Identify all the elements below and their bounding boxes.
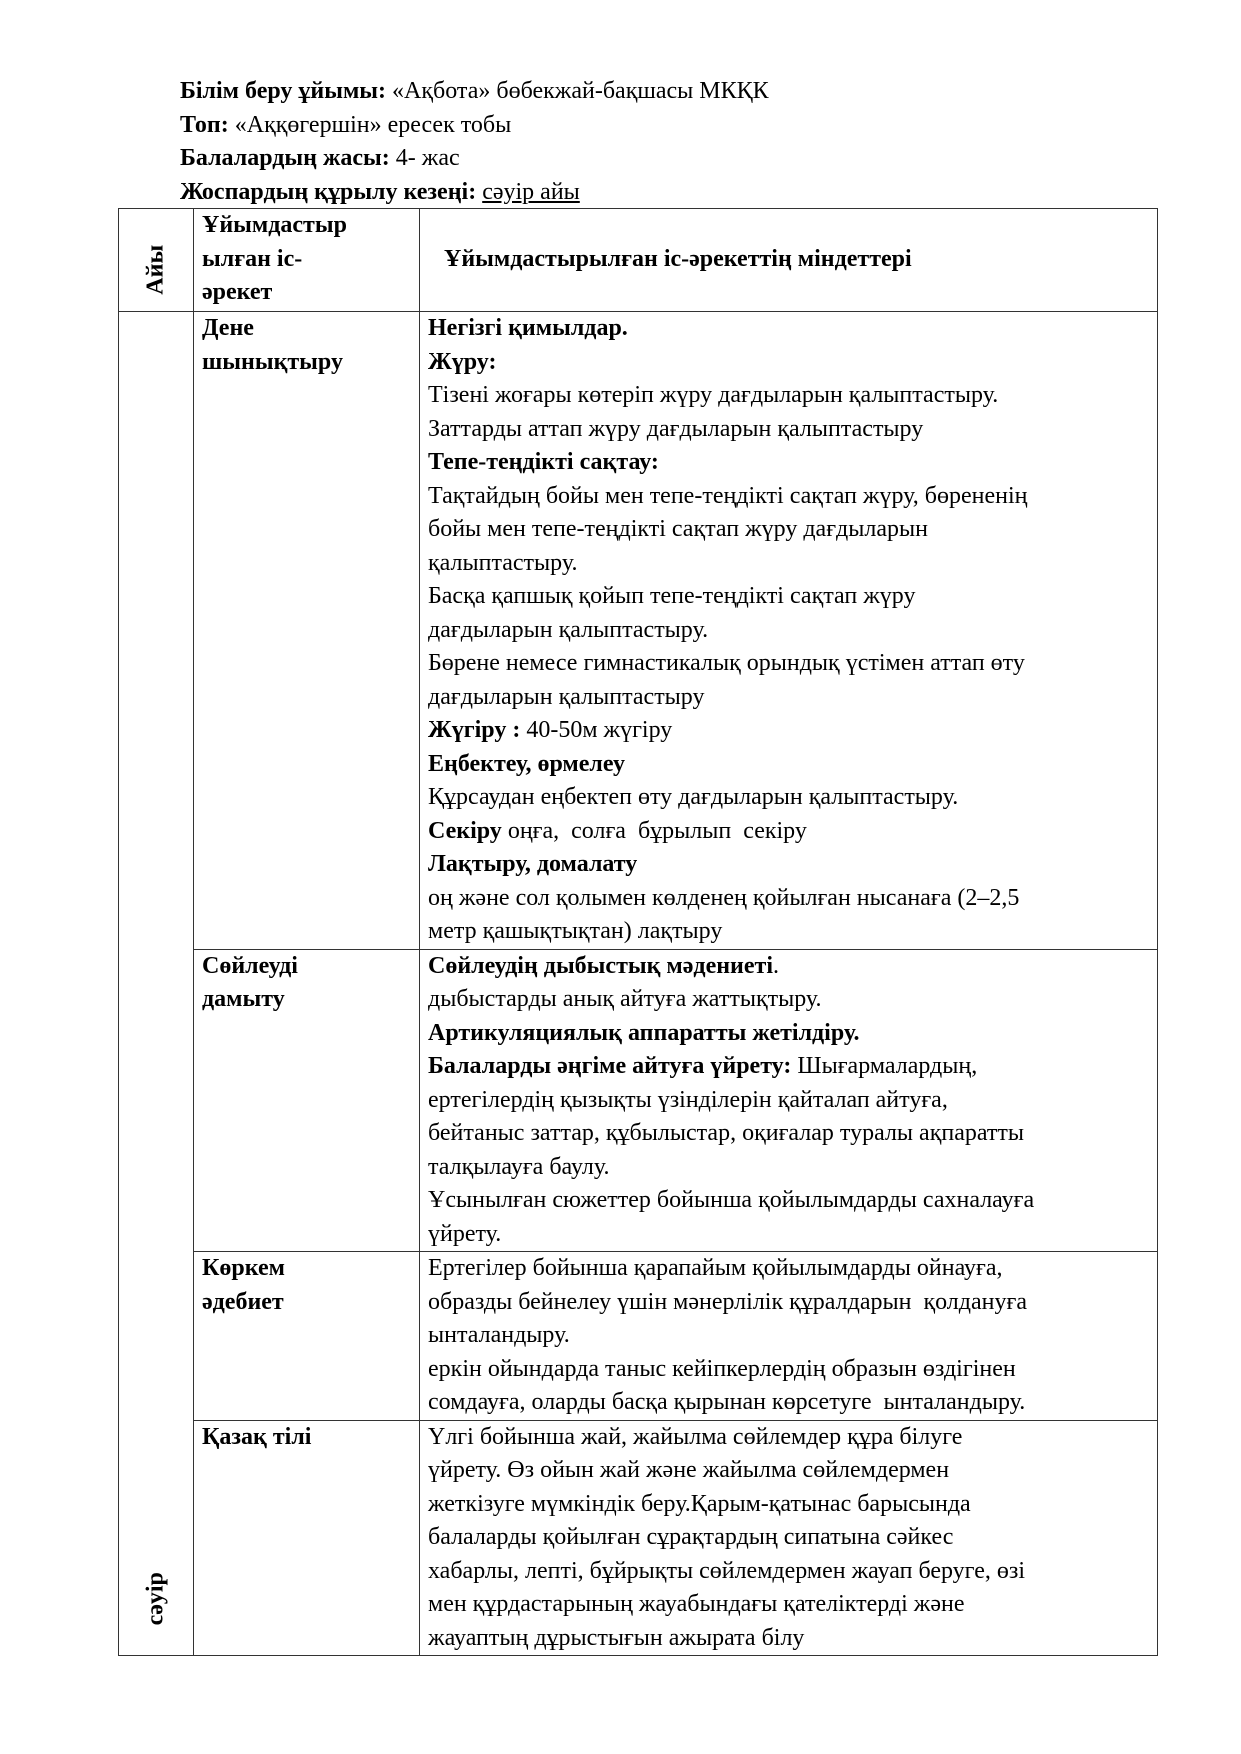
table-row	[119, 312, 1158, 950]
task-heading: Сөйлеудің дыбыстық мәдениеті	[428, 952, 773, 979]
activity-name-line: Дене	[202, 315, 254, 341]
group-line	[180, 109, 769, 143]
task-line	[428, 647, 1149, 681]
task-line	[428, 781, 1149, 815]
table-row	[119, 1420, 1158, 1656]
activity-name-line: шынықтыру	[202, 348, 343, 375]
task-line	[428, 312, 1149, 346]
task-text: Ертегілер бойынша қарапайым қойылымдарды ойнауға,	[428, 1255, 1003, 1281]
task-heading: Лақтыру, домалату	[428, 851, 638, 877]
task-line	[428, 1286, 1149, 1320]
activity-cell	[194, 1252, 420, 1421]
task-text: үйрету. Өз ойын жай және жайылма сөйлемдермен	[428, 1457, 950, 1483]
activity-name-line: Сөйлеуді	[202, 952, 298, 979]
org-label: Білім беру ұйымы:	[180, 78, 387, 104]
task-line	[428, 1386, 1149, 1420]
task-line	[428, 1084, 1149, 1118]
task-line	[428, 714, 1149, 748]
task-line	[428, 1050, 1149, 1084]
task-heading: Секіру	[428, 817, 502, 844]
tasks-column-header: Ұйымдастырылған іс-әрекеттің міндеттері	[420, 209, 1158, 312]
activity-name-line: Көркем	[202, 1255, 285, 1281]
task-heading: Артикуляциялық аппаратты жетілдіру.	[428, 1019, 860, 1046]
task-line	[428, 815, 1149, 849]
task-text: ынталандыру.	[428, 1322, 570, 1348]
task-line	[428, 413, 1149, 447]
task-heading: Еңбектеу, өрмелеу	[428, 750, 625, 777]
task-line	[428, 1555, 1149, 1589]
task-text: қалыптастыру.	[428, 549, 578, 576]
task-line	[428, 848, 1149, 882]
task-text: жауаптың дұрыстығын ажырата білу	[428, 1624, 805, 1651]
task-heading: Негізгі қимылдар.	[428, 315, 628, 341]
task-line	[428, 346, 1149, 380]
period-value: сәуір айы	[482, 178, 580, 205]
task-text: мен құрдастарының жауабындағы қателіктерді және	[428, 1591, 965, 1617]
table-header-row	[119, 209, 1158, 312]
activity-cell	[194, 949, 420, 1252]
task-line	[428, 1454, 1149, 1488]
activity-cell	[194, 1420, 420, 1656]
period-line	[180, 176, 769, 210]
task-line	[428, 1252, 1149, 1286]
month-header-cell	[119, 209, 194, 312]
task-line	[428, 1588, 1149, 1622]
task-text: еркін ойындарда таныс кейіпкерлердің образын өздігінен	[428, 1355, 1016, 1382]
task-text: бейтаныс заттар, құбылыстар, оқиғалар туралы ақпаратты	[428, 1120, 1024, 1146]
tasks-cell	[420, 312, 1158, 950]
task-line	[428, 446, 1149, 480]
age-label: Балалардың жасы:	[180, 145, 390, 171]
activity-name-line: дамыту	[202, 986, 285, 1012]
activity-column-header	[194, 209, 420, 312]
task-line	[428, 748, 1149, 782]
task-text: Басқа қапшық қойып тепе-теңдікті сақтап жүру	[428, 583, 916, 609]
task-line	[428, 882, 1149, 916]
task-heading: Жүру:	[428, 348, 497, 375]
period-label: Жоспардың құрылу кезеңі:	[180, 178, 477, 205]
task-line	[428, 1184, 1149, 1218]
age-line	[180, 142, 769, 176]
task-text: Құрсаудан еңбектеп өту дағдыларын қалыптастыру.	[428, 784, 959, 810]
task-line	[428, 1521, 1149, 1555]
task-text: талқылауға баулу.	[428, 1153, 610, 1180]
task-line	[428, 1421, 1149, 1455]
task-text: Шығармалардың,	[791, 1053, 978, 1079]
task-line	[428, 614, 1149, 648]
tasks-cell	[420, 949, 1158, 1252]
org-line	[180, 75, 769, 109]
task-heading: Жүгіру :	[428, 717, 521, 743]
task-line	[428, 1218, 1149, 1252]
task-text: дыбыстарды анық айтуға жаттықтыру.	[428, 986, 822, 1012]
task-line	[428, 580, 1149, 614]
task-line	[428, 1319, 1149, 1353]
task-text: 40-50м жүгіру	[520, 717, 673, 743]
task-line	[428, 513, 1149, 547]
task-text: жеткізуге мүмкіндік беру.Қарым-қатынас барысында	[428, 1490, 971, 1517]
task-text: Тізені жоғары көтеріп жүру дағдыларын қалыптастыру.	[428, 382, 999, 408]
activity-header-line: ылған іс-	[202, 245, 303, 272]
task-text: хабарлы, лепті, бұйрықты сөйлемдермен жауап беруге, өзі	[428, 1557, 1025, 1584]
task-line	[428, 1488, 1149, 1522]
task-text: оңға, солға бұрылып секіру	[501, 817, 807, 844]
task-text: образды бейнелеу үшін мәнерлілік құралдарын қолдануға	[428, 1288, 1027, 1315]
month-column-header: Айы	[142, 244, 169, 295]
activity-name-line: Қазақ тілі	[202, 1423, 312, 1450]
activity-header-line: Ұйымдастыр	[202, 212, 347, 238]
task-text: Ұсынылған сюжеттер бойынша қойылымдарды сахналауға	[428, 1187, 1035, 1213]
task-text: Заттарды аттап жүру дағдыларын қалыптастыру	[428, 415, 924, 442]
task-line	[428, 983, 1149, 1017]
activity-header-line: әрекет	[202, 279, 273, 305]
month-cell	[119, 312, 194, 1656]
task-text: ертегілердің қызықты үзінділерін қайталап айтуға,	[428, 1086, 948, 1113]
task-text: оң және сол қолымен көлденең қойылған нысанаға (2–2,5	[428, 884, 1020, 911]
group-label: Топ:	[180, 111, 229, 138]
task-line	[428, 480, 1149, 514]
task-text: Үлгі бойынша жай, жайылма сөйлемдер құра білуге	[428, 1423, 963, 1450]
activity-cell	[194, 312, 420, 950]
task-line	[428, 681, 1149, 715]
task-heading: Балаларды әңгіме айтуға үйрету:	[428, 1053, 792, 1079]
table-row	[119, 949, 1158, 1252]
tasks-cell	[420, 1420, 1158, 1656]
task-text: үйрету.	[428, 1220, 502, 1247]
task-line	[428, 1151, 1149, 1185]
task-text: .	[773, 952, 779, 979]
task-line	[428, 1622, 1149, 1656]
tasks-cell	[420, 1252, 1158, 1421]
task-line	[428, 379, 1149, 413]
table-row	[119, 1252, 1158, 1421]
task-line	[428, 950, 1149, 984]
group-value: «Аққөгершін» ересек тобы	[234, 111, 512, 138]
task-text: метр қашықтықтан) лақтыру	[428, 918, 723, 944]
task-text: балаларды қойылған сұрақтардың сипатына сәйкес	[428, 1524, 954, 1550]
task-line	[428, 1117, 1149, 1151]
task-heading: Тепе-теңдікті сақтау:	[428, 449, 659, 475]
task-text: дағдыларын қалыптастыру	[428, 683, 705, 710]
task-line	[428, 547, 1149, 581]
task-text: дағдыларын қалыптастыру.	[428, 616, 709, 643]
task-text: Бөрене немесе гимнастикалық орындық үстімен аттап өту	[428, 650, 1025, 676]
task-line	[428, 915, 1149, 949]
month-value: сәуір	[142, 1571, 169, 1625]
activity-name-line: әдебиет	[202, 1288, 284, 1315]
org-value: «Ақбота» бөбекжай-бақшасы МКҚК	[392, 78, 769, 104]
task-text: бойы мен тепе-теңдікті сақтап жүру дағдыларын	[428, 516, 928, 542]
task-text: Тақтайдың бойы мен тепе-теңдікті сақтап жүру, бөрененің	[428, 482, 1028, 509]
task-line	[428, 1017, 1149, 1051]
document-header	[180, 75, 769, 209]
task-text: сомдауға, оларды басқа қырынан көрсетуге ынталандыру.	[428, 1389, 1026, 1415]
plan-table	[118, 208, 1158, 1656]
age-value: 4- жас	[395, 145, 460, 171]
task-line	[428, 1353, 1149, 1387]
